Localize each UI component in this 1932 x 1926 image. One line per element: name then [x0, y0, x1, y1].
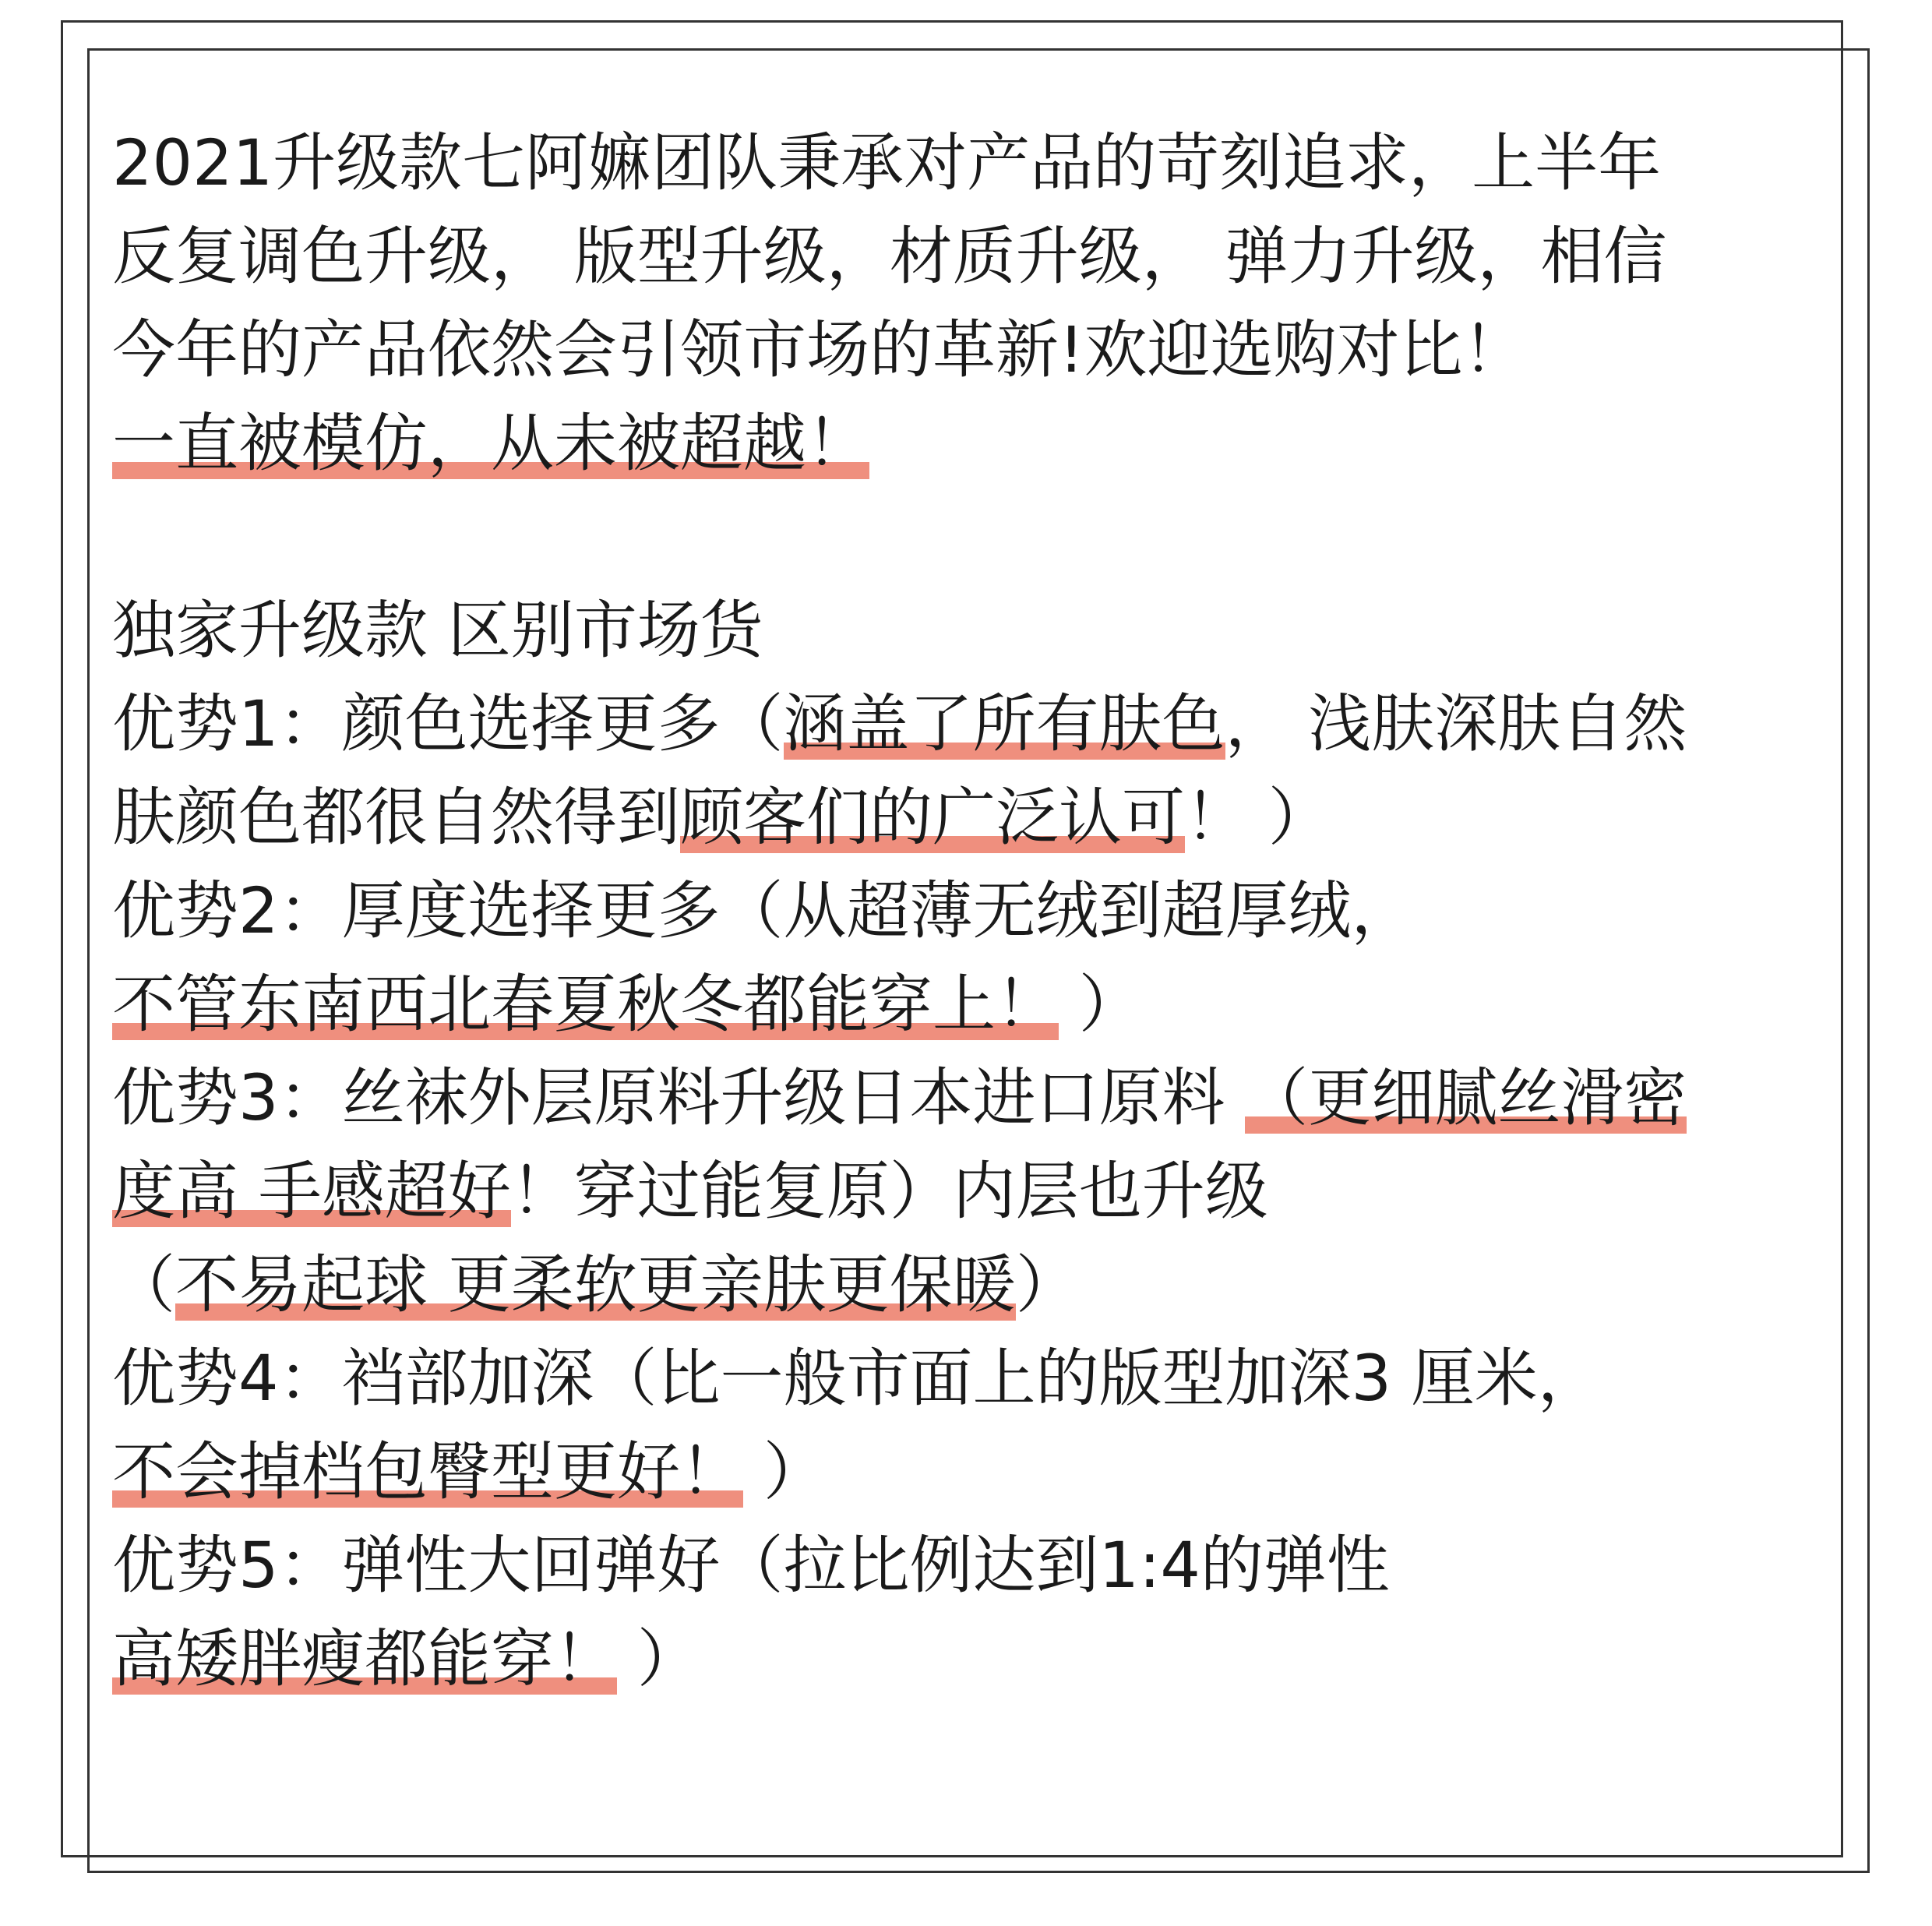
advantage-3-line-1	[112, 1052, 1795, 1145]
advantage-5-highlight: 高矮胖瘦都能穿！	[112, 1623, 618, 1696]
advantage-3-highlight-3: 不易起球 更柔软更亲肤更保暖	[175, 1249, 1016, 1322]
intro-line-3: 今年的产品依然会引领市场的革新!欢迎选购对比！	[112, 314, 1526, 387]
advantage-1-line-1	[112, 678, 1795, 771]
spacer	[112, 491, 1795, 584]
advantage-3-line-2	[112, 1145, 1795, 1239]
section-heading: 独家升级款 区别市场货	[112, 594, 763, 668]
slogan-highlight: 一直被模仿，从未被超越！	[112, 407, 870, 481]
advantage-1-line-2	[112, 771, 1795, 865]
advantage-2-highlight: 不管东南西北春夏秋冬都能穿上！	[112, 968, 1059, 1042]
advantage-3-highlight: （更细腻丝滑密	[1245, 1062, 1687, 1135]
advantage-3-highlight-2: 度高 手感超好	[112, 1155, 511, 1229]
advantage-2-line-2	[112, 958, 1795, 1052]
advantage-3-text-3-tail: ）	[1015, 1249, 1079, 1322]
slogan-line	[112, 397, 1795, 491]
advantage-1-highlight: 涵盖了所有肤色	[783, 688, 1225, 761]
promo-text-block	[112, 117, 1795, 1706]
advantage-4-line-2	[112, 1426, 1795, 1519]
advantage-4-text-tail: ）	[743, 1436, 827, 1509]
advantage-3-text: 优势3：丝袜外层原料升级日本进口原料	[112, 1062, 1246, 1135]
advantage-5-text-tail: ）	[617, 1623, 700, 1696]
advantage-5-line-1: 优势5：弹性大回弹好（拉比例达到1:4的弹性	[112, 1529, 1390, 1603]
advantage-5-line-2	[112, 1613, 1795, 1706]
advantage-4-highlight: 不会掉档包臀型更好！	[112, 1436, 744, 1509]
advantage-1-text-2: 肤颜色都很自然得到	[112, 781, 681, 855]
intro-line-1: 2021升级款七阿嫲团队秉承对产品的苛刻追求，上半年	[112, 127, 1662, 200]
advantage-1-highlight-2: 顾客们的广泛认可	[680, 781, 1186, 855]
advantage-4-line-1: 优势4：裆部加深（比一般市面上的版型加深3 厘米，	[112, 1342, 1601, 1416]
advantage-3-line-3	[112, 1239, 1795, 1332]
advantage-2-text-tail: ）	[1059, 968, 1142, 1042]
advantage-1-text-tail: ， 浅肤深肤自然	[1225, 688, 1687, 761]
advantage-3-text-3: （	[112, 1249, 176, 1322]
advantage-1-text: 优势1：颜色选择更多（	[112, 688, 784, 761]
advantage-3-text-2-tail: ！穿过能复原）内层也升级	[510, 1155, 1268, 1229]
advantage-1-text-2-tail: ！ ）	[1185, 781, 1331, 855]
advantage-2-line-1: 优势2：厚度选择更多（从超薄无绒到超厚绒，	[112, 875, 1415, 948]
intro-line-2: 反复调色升级， 版型升级，材质升级， 弹力升级，相信	[112, 220, 1667, 294]
